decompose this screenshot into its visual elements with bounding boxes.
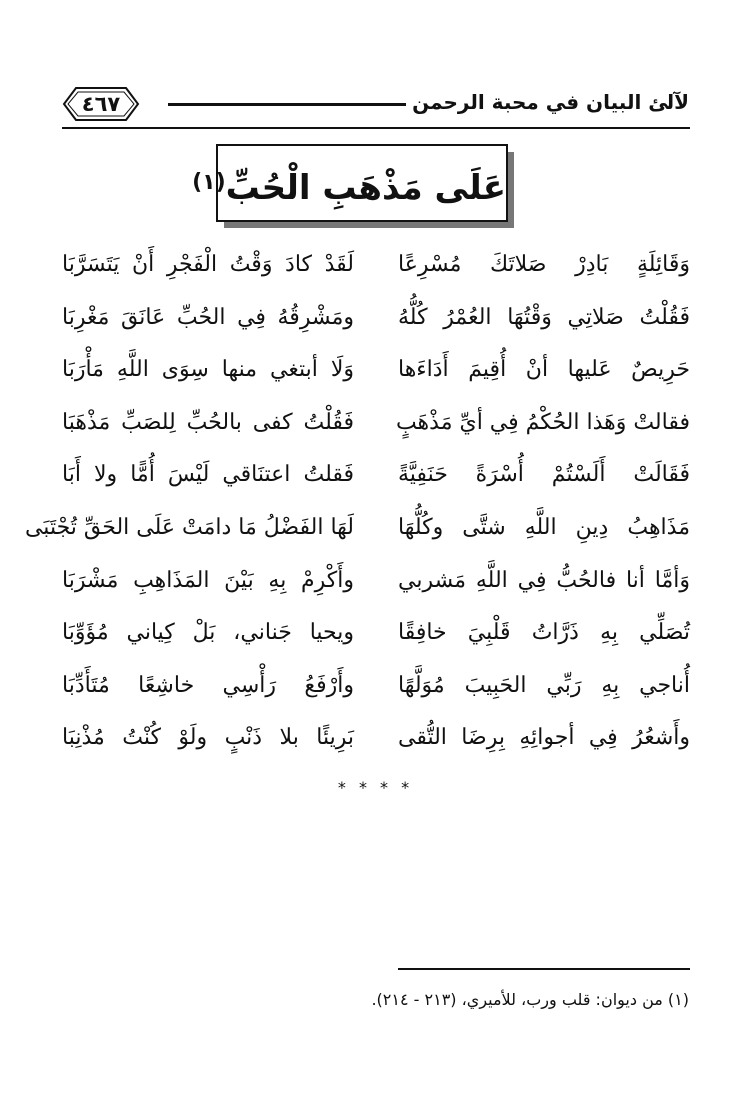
- verse-first-hemistich: فَقُلْتُ صَلاتِي وَقْتُهَا العُمْرُ كُلُّهُ: [398, 304, 690, 330]
- verse-first-hemistich: وَقَائِلَةٍ بَادِرْ صَلاتَكَ مُسْرِعًا: [398, 252, 690, 277]
- verse: [62, 713, 690, 766]
- verse-second-hemistich: ومَشْرِقُهُ فِي الحُبِّ عَانَقَ مَغْرِبَا: [62, 304, 354, 330]
- verse-second-hemistich: بَرِيئًا بلا ذَنْبٍ ولَوْ كُنْتُ مُذْنِبَا: [62, 725, 354, 751]
- verse-second-hemistich: ويحيا جَناني، بَلْ كِياني مُؤَوِّبَا: [62, 620, 354, 646]
- verse: [62, 345, 690, 398]
- header-bottom-rule: [62, 127, 690, 129]
- verse: [62, 608, 690, 661]
- verse: [62, 398, 690, 451]
- title-footnote-ref: (١): [192, 170, 226, 195]
- running-title: لآلئ البيان في محبة الرحمن: [412, 90, 689, 114]
- verse: [62, 240, 690, 293]
- verse-second-hemistich: لَهَا الفَضْلُ مَا دامَتْ عَلَى الحَقِّ تُجْتَبَى: [24, 514, 354, 540]
- verse-second-hemistich: وأَرْفَعُ رَأْسِي خاشِعًا مُتَأَدِّبَا: [62, 672, 354, 698]
- poem-title: [192, 146, 506, 220]
- page-number-frame: [62, 86, 140, 122]
- verse: [62, 556, 690, 609]
- poem: [24, 240, 690, 766]
- page-number: ٤٦٧: [81, 92, 121, 116]
- verse-second-hemistich: فَقلتُ اعتنَاقي لَيْسَ أُمًّا ولا أَبَا: [62, 462, 354, 488]
- verse-second-hemistich: فَقُلْتُ كفى بالحُبِّ لِلصَبِّ مَذْهَبَا: [62, 409, 354, 435]
- footnote-rule: [398, 968, 690, 970]
- footnote: (١) من ديوان: قلب ورب، للأميري، (٢١٣ - ٢١٤).: [371, 990, 689, 1009]
- verse: [62, 293, 690, 346]
- verse: [24, 503, 690, 556]
- section-separator: * * * *: [337, 778, 414, 797]
- verse-first-hemistich: مَذَاهِبُ دِينِ اللَّهِ شتَّى وكُلُّهَا: [398, 514, 690, 540]
- verse-first-hemistich: تُصَلِّي بِهِ ذَرَّاتُ قَلْبِيَ خافِقًا: [398, 620, 690, 646]
- verse-first-hemistich: فقالتْ وَهَذا الحُكْمُ فِي أيِّ مَذْهَبٍ: [395, 409, 690, 435]
- verse: [62, 450, 690, 503]
- verse-first-hemistich: وَأمَّا أنا فالحُبُّ فِي اللَّهِ مَشربي: [398, 567, 690, 593]
- header-rule: [168, 103, 406, 106]
- verse: [62, 661, 690, 714]
- poem-title-text: عَلَى مَذْهَبِ الْحُبِّ: [225, 168, 506, 208]
- verse-first-hemistich: أُناجي بِهِ رَبِّي الحَبِيبَ مُوَلَّهًا: [398, 672, 690, 698]
- verse-first-hemistich: حَرِيصٌ عَليها أنْ أُقِيمَ أَدَاءَها: [398, 357, 690, 383]
- verse-second-hemistich: لَقَدْ كادَ وَقْتُ الْفَجْرِ أَنْ يَتَسَرَّبَا: [62, 252, 354, 277]
- title-box: [192, 144, 508, 222]
- verse-first-hemistich: فَقَالَتْ أَلَسْتُمْ أُسْرَةً حَنَفِيَّةً: [398, 462, 690, 488]
- verse-first-hemistich: وأَشعُرُ فِي أجوائِهِ بِرِضَا التُّقى: [398, 725, 690, 751]
- verse-second-hemistich: وَلَا أبتغي منها سِوَى اللَّهِ مَأْرَبَا: [62, 357, 354, 383]
- verse-second-hemistich: وأَكْرِمْ بِهِ بَيْنَ المَذَاهِبِ مَشْرَبَا: [62, 567, 354, 593]
